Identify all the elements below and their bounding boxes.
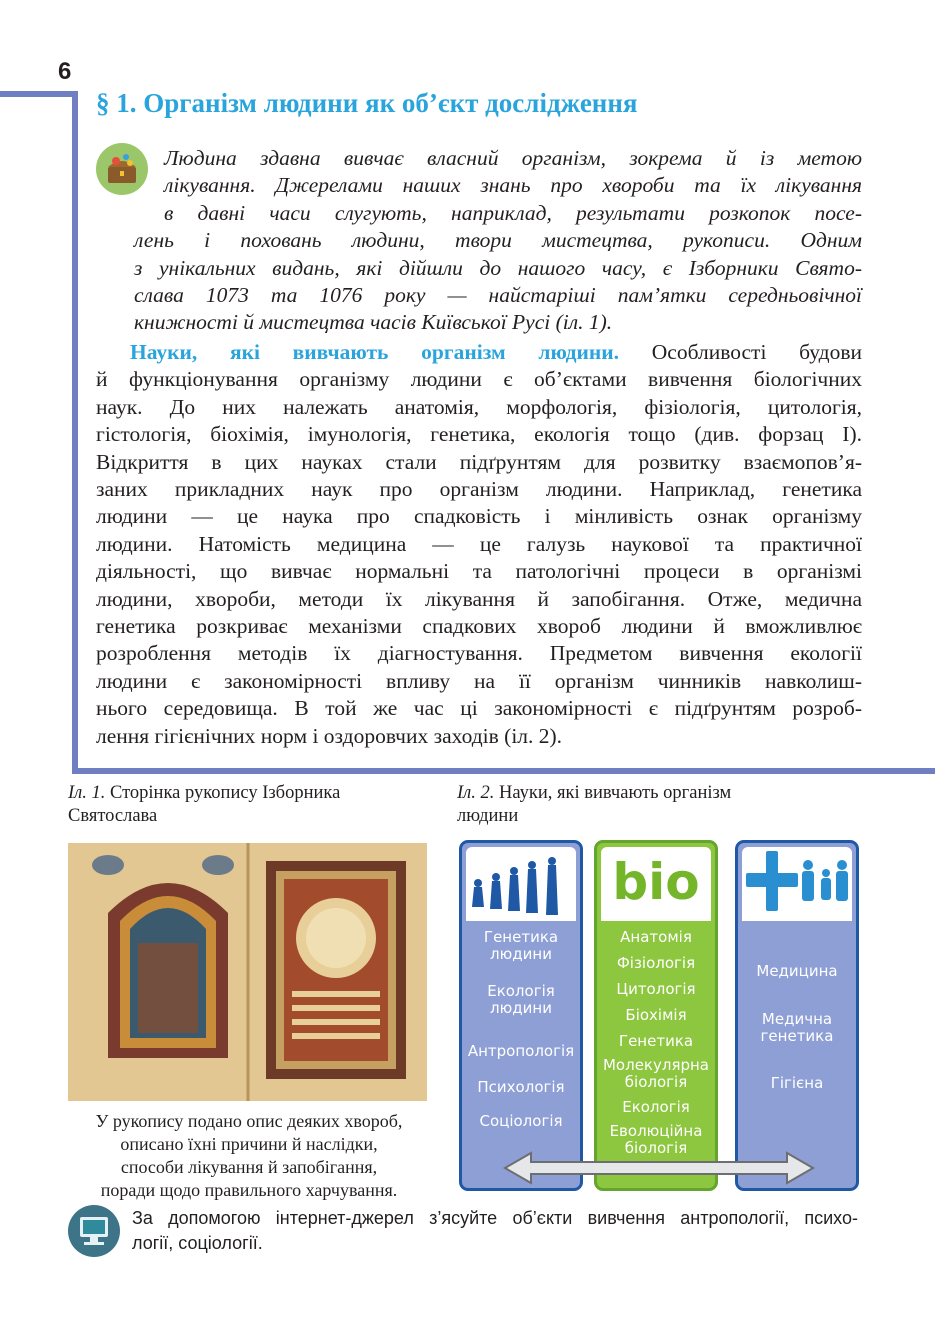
figure1-note-line: поради щодо правильного харчування. <box>100 1180 398 1200</box>
body-line: людини — це наука про спадковість і мінливість ознак організму <box>96 504 862 529</box>
figure1-note-line: способи лікування й запобігання, <box>120 1157 378 1177</box>
body-line: й функціонування організму людини є об’єктами вивчення біологічних <box>96 367 862 392</box>
science-item: Медицина <box>756 962 838 980</box>
sciences-column-biology <box>594 840 718 1191</box>
science-item: Екологія людини <box>487 982 555 1017</box>
science-item: Цитологія <box>616 980 696 998</box>
science-item: Психологія <box>477 1078 565 1096</box>
body-line: генетика розкриває механізми спадкових хвороб людини й вможливлює <box>96 614 862 639</box>
figure1-caption-line: Сторінка рукопису Ізборника <box>109 783 341 803</box>
science-item: Молекулярна біологія <box>602 1056 709 1091</box>
task-line: За допомогою інтернет-джерел з’ясуйте об’єкти вивчення антропології, психо- <box>132 1208 858 1228</box>
body-line: нього середовища. В той же час ці закономірності є підґрунтям розроб- <box>96 696 862 721</box>
figure1-caption-line: Святослава <box>68 806 158 826</box>
frame-line-bottom <box>72 768 935 774</box>
body-line: Відкриття в цих науках стали підґрунтям для розвитку взаємопов’я- <box>96 449 862 474</box>
figure2-caption-line: людини <box>457 806 519 826</box>
body-line: гістологія, біохімія, імунологія, генетика, екологія тощо (див. форзац І). <box>96 422 862 447</box>
section-title: § 1. Організм людини як об’єкт дослідження <box>96 88 638 118</box>
frame-line-left <box>72 91 78 774</box>
body-line: людини. Натомість медицина — це галузь наукової та практичної <box>96 531 862 556</box>
bio-logo-icon <box>601 847 711 921</box>
figure1-caption <box>68 782 428 828</box>
science-item: Екологія <box>622 1098 690 1116</box>
science-item: Фізіологія <box>616 954 696 972</box>
sciences-column-humanities <box>459 840 583 1191</box>
intro-line: з унікальних видань, які дійшли до нашого часу, є Ізборники Свято- <box>134 255 862 280</box>
body-line: лення гігієнічних норм і оздоровчих заходів (іл. 2). <box>96 723 563 748</box>
figure1-label: Іл. 1. <box>68 783 106 803</box>
intro-paragraph <box>134 145 862 337</box>
sciences-column-medicine <box>735 840 859 1191</box>
figure2-caption <box>457 782 817 828</box>
medical-family-icon <box>742 847 852 921</box>
intro-line: лікування. Джерелами наших знань про хвороби та їх лікування <box>164 173 862 198</box>
science-item: Антропологія <box>467 1042 575 1060</box>
intro-line: лень і поховань людини, твори мистецтва, рукописи. Одним <box>134 228 862 253</box>
double-arrow-icon <box>503 1151 815 1185</box>
computer-task-icon <box>68 1205 120 1257</box>
figure1-note-line: описано їхні причини й наслідки, <box>120 1134 378 1154</box>
intro-line: слава 1073 та 1076 року — найстаріші пам’ятки середньовічної <box>134 283 862 308</box>
body-paragraph <box>96 339 862 750</box>
science-item: Соціологія <box>479 1112 563 1130</box>
body-line: заних прикладних наук про організм людини. Наприклад, генетика <box>96 477 862 502</box>
science-item: Еволюційна біологія <box>609 1122 703 1157</box>
science-item: Анатомія <box>620 928 692 946</box>
figure1-note <box>68 1110 430 1202</box>
intro-line: книжності й мистецтва часів Київської Русі (іл. 1). <box>134 310 613 335</box>
body-line: людини, хвороби, методи їх лікування й запобігання. Отже, медична <box>96 586 862 611</box>
task-line: логії, соціології. <box>132 1233 263 1253</box>
evolution-icon <box>466 847 576 921</box>
body-line: розроблення методів їх діагностування. Предметом вивчення екології <box>96 641 862 666</box>
bio-logo-text: bio <box>612 853 700 911</box>
science-item: Генетика людини <box>483 928 559 963</box>
figure1-note-line: У рукопису подано опис деяких хвороб, <box>95 1111 403 1131</box>
body-line-start: Особливості будови <box>651 340 862 364</box>
intro-line: в давні часи слугують, наприклад, результати розкопок посе- <box>164 200 862 225</box>
page-number: 6 <box>58 58 72 85</box>
manuscript-image <box>68 843 427 1101</box>
science-item: Генетика <box>618 1032 694 1050</box>
frame-line-top <box>0 91 78 97</box>
science-item: Медична генетика <box>760 1010 834 1045</box>
figure2-label: Іл. 2. <box>457 783 495 803</box>
section-heading: Науки, які вивчають організм людини. <box>130 340 620 364</box>
body-line: людини є закономірності впливу на її організм чинників навколиш- <box>96 668 862 693</box>
body-line: наук. До них належать анатомія, морфологія, фізіологія, цитологія, <box>96 394 862 419</box>
figure2-caption-line: Науки, які вивчають організм <box>498 783 732 803</box>
task-text <box>132 1206 858 1256</box>
body-line: діяльності, що вивчає нормальні та патологічні процеси в організмі <box>96 559 862 584</box>
science-item: Гігієна <box>770 1074 824 1092</box>
intro-line: Людина здавна вивчає власний організм, зокрема й із метою <box>164 146 862 170</box>
science-item: Біохімія <box>625 1006 687 1024</box>
